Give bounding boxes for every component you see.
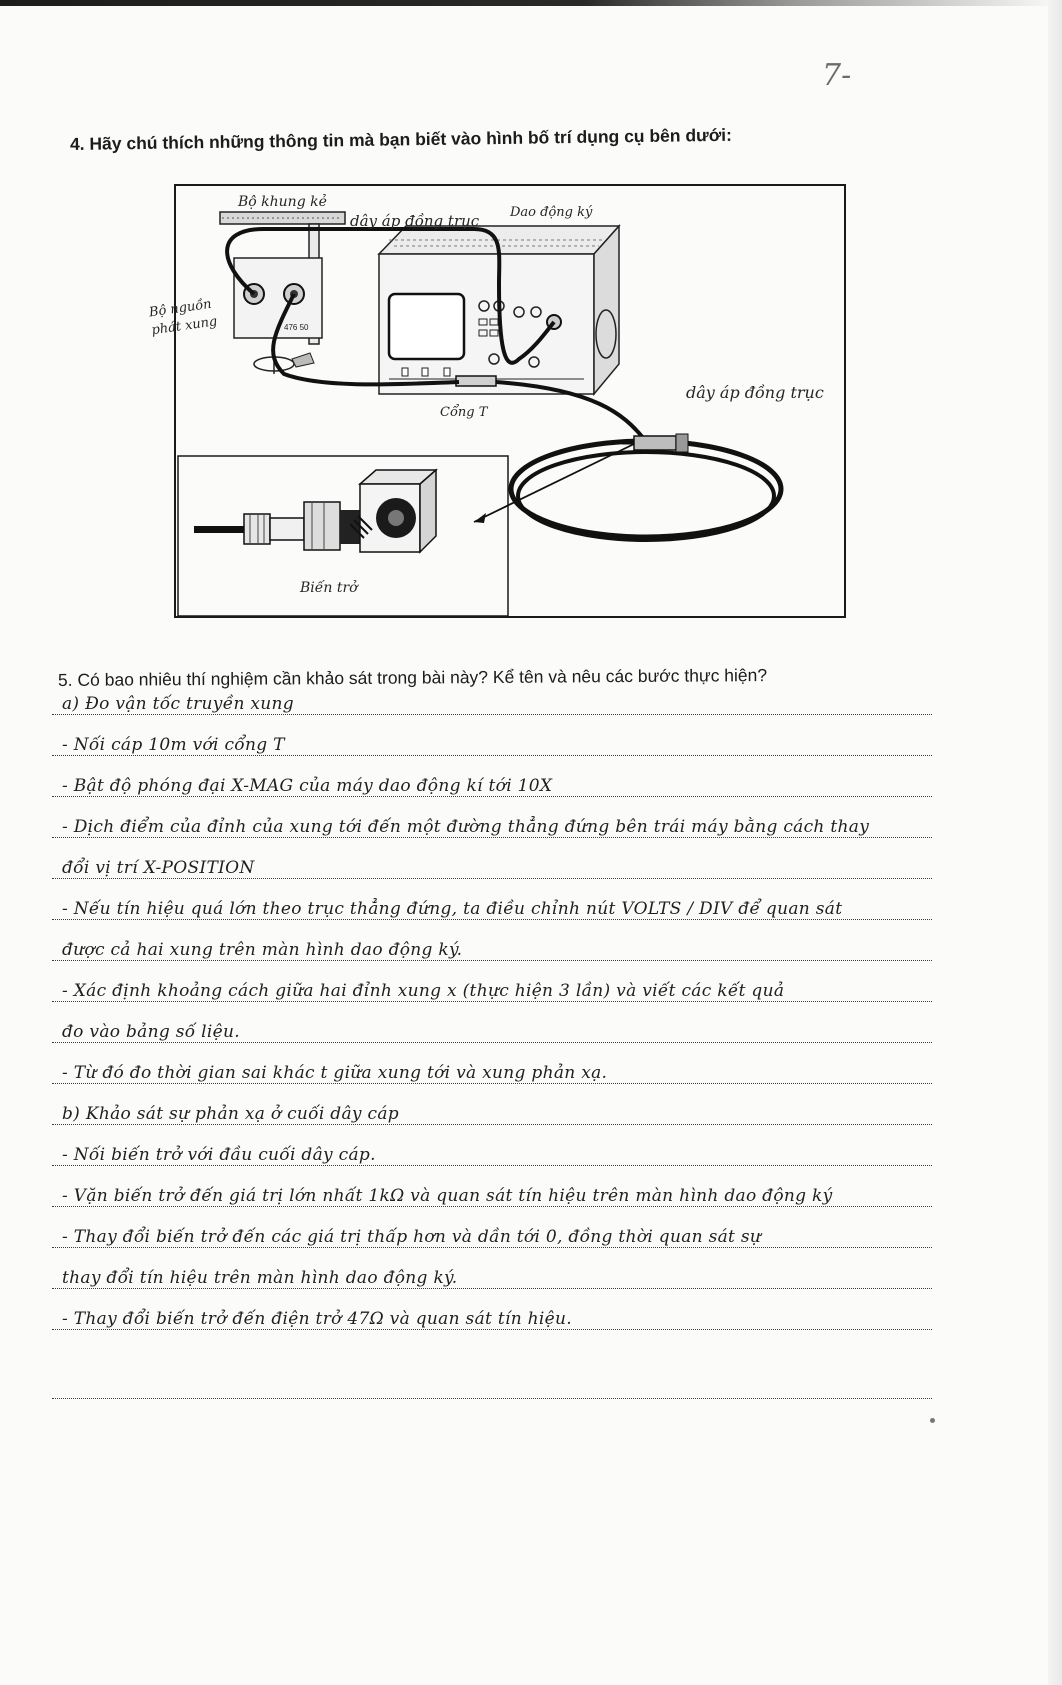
answer-line bbox=[52, 815, 932, 838]
answer-text: được cả hai xung trên màn hình dao động ký. bbox=[62, 940, 463, 960]
answer-text: - Xác định khoảng cách giữa hai đỉnh xung x (thực hiện 3 lần) và viết các kết quả bbox=[62, 981, 785, 1001]
answer-text: - Thay đổi biến trở đến các giá trị thấp hơn và dần tới 0, đồng thời quan sát sự bbox=[62, 1227, 762, 1247]
answer-line bbox=[52, 1061, 932, 1084]
annotation-t-connector: Cổng T bbox=[440, 405, 488, 420]
answer-text: - Nối biến trở với đầu cuối dây cáp. bbox=[62, 1145, 376, 1165]
answer-text: a) Đo vận tốc truyền xung bbox=[62, 694, 294, 714]
annotation-oscilloscope: Dao động ký bbox=[510, 205, 593, 220]
annotation-cable-top: dây áp đồng trục bbox=[350, 212, 480, 230]
answer-text: - Nối cáp 10m với cổng T bbox=[62, 735, 285, 755]
answer-text: - Vặn biến trở đến giá trị lớn nhất 1kΩ và quan sát tín hiệu trên màn hình dao động ký bbox=[62, 1186, 833, 1206]
answer-line bbox=[52, 938, 932, 961]
answer-text: - Bật độ phóng đại X-MAG của máy dao động kí tới 10X bbox=[62, 776, 553, 796]
answer-text: b) Khảo sát sự phản xạ ở cuối dây cáp bbox=[62, 1104, 399, 1124]
answer-text: đổi vị trí X-POSITION bbox=[62, 858, 255, 878]
answer-line bbox=[52, 774, 932, 797]
answer-line bbox=[52, 1376, 932, 1399]
answer-line bbox=[52, 979, 932, 1002]
annotation-cable-right: dây áp đồng trục bbox=[686, 383, 824, 402]
answer-line bbox=[52, 897, 932, 920]
answer-line bbox=[52, 856, 932, 879]
answer-line bbox=[52, 1143, 932, 1166]
question-5-title: 5. Có bao nhiêu thí nghiệm cần khảo sát trong bài này? Kể tên và nêu các bước thực hiện? bbox=[57, 665, 768, 690]
answer-line bbox=[52, 1102, 932, 1125]
annotation-resistor: Biến trở bbox=[300, 580, 358, 596]
device-label: 476 50 bbox=[284, 323, 309, 332]
question-4-title: 4. Hãy chú thích những thông tin mà bạn biết vào hình bố trí dụng cụ bên dưới: bbox=[69, 124, 733, 154]
answer-line bbox=[52, 1307, 932, 1330]
answer-line bbox=[52, 1266, 932, 1289]
answer-line bbox=[52, 1225, 932, 1248]
answer-text: - Dịch điểm của đỉnh của xung tới đến một đường thẳng đứng bên trái máy bằng cách thay bbox=[62, 817, 870, 837]
annotation-pulse-generator: Bộ nguồn phát xung bbox=[148, 296, 219, 339]
annotation-top-left: Bộ khung kẻ bbox=[238, 194, 327, 210]
answer-text: - Thay đổi biến trở đến điện trở 47Ω và quan sát tín hiệu. bbox=[62, 1309, 572, 1329]
answer-line bbox=[52, 733, 932, 756]
answer-line bbox=[52, 692, 932, 715]
answer-line bbox=[52, 1020, 932, 1043]
answer-text: đo vào bảng số liệu. bbox=[62, 1022, 240, 1042]
scan-speck bbox=[930, 1418, 935, 1423]
answer-text: - Nếu tín hiệu quá lớn theo trục thẳng đứng, ta điều chỉnh nút VOLTS / DIV để quan sát bbox=[62, 899, 843, 919]
page-mark: 7- bbox=[822, 58, 852, 93]
answer-text: thay đổi tín hiệu trên màn hình dao động ký. bbox=[62, 1268, 458, 1288]
answer-line bbox=[52, 1184, 932, 1207]
answer-text: - Từ đó đo thời gian sai khác t giữa xung tới và xung phản xạ. bbox=[62, 1063, 608, 1083]
